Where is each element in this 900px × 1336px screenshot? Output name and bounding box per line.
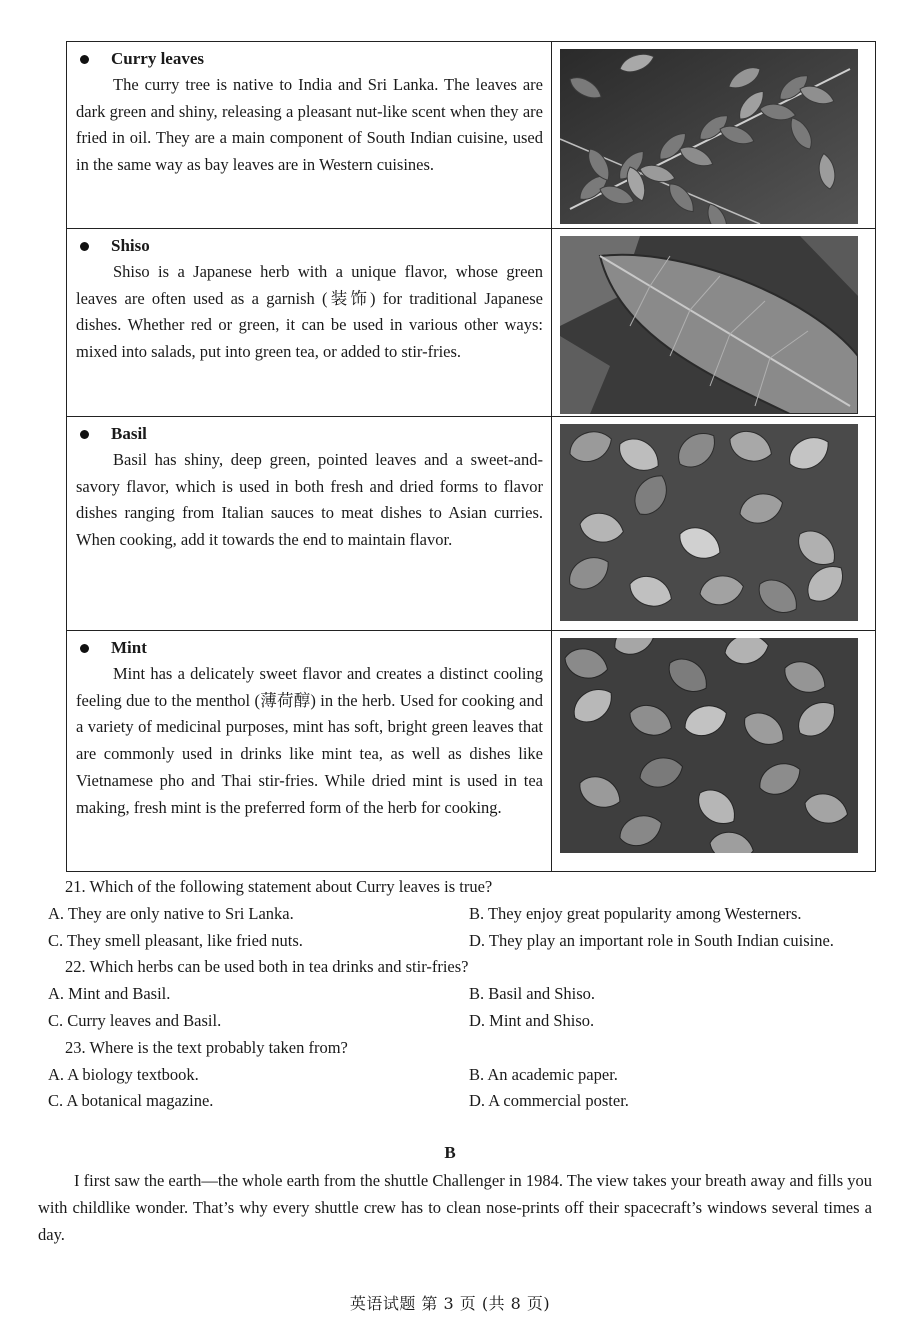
passage-text: I first saw the earth—the whole earth from the shuttle Challenger in 1984. The view takes your breath away and fills you with childlike wonder. That’s why every shuttle crew has to clean nose-prints off their spacecraft’s windows several times a day. (38, 1171, 872, 1244)
option-a: A. They are only native to Sri Lanka. (48, 903, 294, 923)
mint-photo (560, 638, 858, 853)
question-22 (38, 954, 874, 1034)
question-stem: 22. Which herbs can be used both in tea drinks and stir-fries? (65, 957, 469, 977)
page-footer: 英语试题 第 3 页 (共 8 页) (349, 1294, 551, 1313)
herb-name: Curry leaves (111, 49, 205, 68)
option-d: D. They play an important role in South Indian cuisine. (469, 930, 834, 950)
option-a: A. A biology textbook. (48, 1064, 199, 1084)
option-c: C. A botanical magazine. (48, 1091, 214, 1111)
herb-description: Mint has a delicately sweet flavor and creates a distinct cooling feeling due to the menthol (薄荷醇) in the herb. Used for cooking and a variety of medicinal purposes, mint has soft, bright green leaves that are commonly used in drinks like mint tea, as well as dishes like Vietnamese pho and Thai stir-fries. While dried mint is used in tea making, fresh mint is the preferred form of the herb for cooking. (76, 664, 543, 817)
herb-name: Shiso (111, 236, 150, 255)
herb-row-shiso (67, 229, 876, 417)
herb-description: Basil has shiny, deep green, pointed leaves and a sweet-and-savory flavor, which is used in both fresh and dried forms to flavor dishes ranging from Italian sauces to meat dishes to Asian curries. When cooking, add it towards the end to maintain flavor. (76, 450, 543, 550)
herb-row-mint (67, 631, 876, 872)
question-23 (38, 1035, 874, 1115)
option-d: D. A commercial poster. (469, 1091, 629, 1111)
herb-name: Basil (111, 424, 147, 443)
curry-leaves-photo (560, 49, 858, 224)
herb-description: The curry tree is native to India and Sri Lanka. The leaves are dark green and shiny, releasing a pleasant nut-like scent when they are fried in oil. They are a main component of South Indian cuisine, used in the same way as bay leaves are in Western cuisines. (76, 75, 543, 175)
question-stem: 23. Where is the text probably taken from? (65, 1037, 348, 1057)
option-c: C. They smell pleasant, like fried nuts. (48, 930, 303, 950)
herb-name: Mint (111, 638, 147, 657)
bullet-icon (80, 430, 89, 439)
question-21 (38, 874, 874, 954)
option-d: D. Mint and Shiso. (469, 1010, 595, 1030)
bullet-icon (80, 242, 89, 251)
option-a: A. Mint and Basil. (48, 984, 171, 1004)
questions-section (38, 874, 874, 1115)
option-b: B. Basil and Shiso. (469, 984, 596, 1004)
question-stem: 21. Which of the following statement about Curry leaves is true? (65, 877, 493, 896)
shiso-leaf-photo (560, 236, 858, 414)
option-b: B. They enjoy great popularity among Westerners. (469, 903, 802, 923)
option-c: C. Curry leaves and Basil. (48, 1010, 222, 1030)
herb-row-curry (67, 42, 876, 229)
option-b: B. An academic paper. (469, 1064, 618, 1084)
bullet-icon (80, 55, 89, 64)
herb-row-basil (67, 417, 876, 631)
basil-photo (560, 424, 858, 621)
herb-table (66, 41, 876, 872)
section-heading: B (444, 1143, 456, 1162)
bullet-icon (80, 644, 89, 653)
herb-description: Shiso is a Japanese herb with a unique flavor, whose green leaves are often used as a garnish (装饰) for traditional Japanese dishes. Whether red or green, it can be used in various other ways: mixed into salads, put into green tea, or added to stir-fries. (76, 262, 543, 362)
